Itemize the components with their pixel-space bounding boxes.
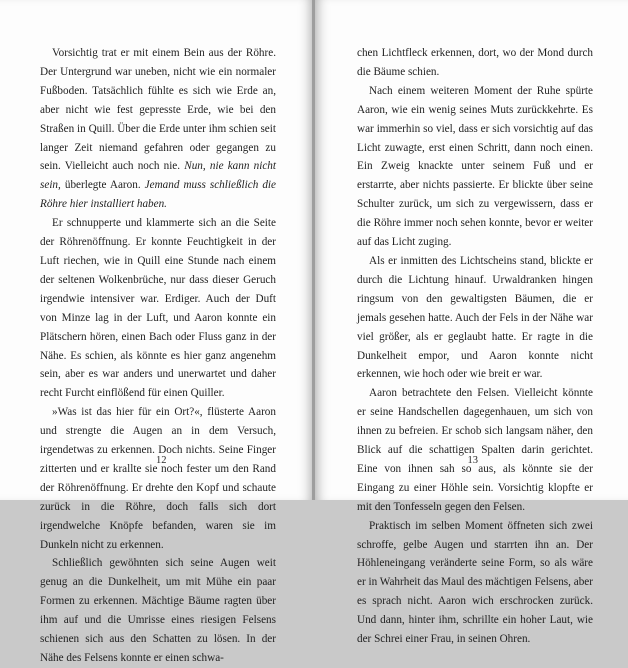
paragraph: Als er inmitten des Lichtscheins stand, blickte er durch die Lichtung hinauf. Urwaldranken hingen ringsum von den gewaltigsten Bäumen, die er jemals gesehen hatte. Auch der Fels in der Nähe war viel größer, als er geglaubt hatte. Er ragte in die Dunkelheit empor, und Aaron konnte nicht erkennen, wie hoch oder wie breit er war. <box>357 254 593 381</box>
left-page-text <box>40 44 276 668</box>
paragraph: Aaron betrachtete den Felsen. Vielleicht könnte er seine Handschellen dagegenhauen, um sich von ihnen zu befreien. Er schob sich langsam näher, den Blick auf die schattigen Spalten darin gerichtet. Eine von ihnen sah so aus, als könnte sie der Eingang zu einer Höhle sein. Vorsichtig klopfte er mit den Tonfesseln gegen den Felsen. <box>357 387 593 513</box>
paragraph <box>40 44 276 214</box>
italic-thought: Nun, nie kann nicht sein, <box>40 160 276 192</box>
right-page <box>315 0 628 646</box>
page-number: 13 <box>467 455 478 466</box>
text-run: überlegte Aaron. <box>60 179 145 192</box>
paragraph: chen Lichtfleck erkennen, dort, wo der Mond durch die Bäume schien. <box>357 47 593 78</box>
paragraph: Schließlich gewöhnten sich seine Augen weit genug an die Dunkelheit, um mit Mühe ein paar Formen zu erkennen. Mächtige Bäume ragten über ihm auf und die Umrisse eines riesigen Felsens schienen sich aus den Schatten zu lösen. In der Nähe des Felsens konnte er einen schwa- <box>40 557 276 664</box>
italic-thought: Jemand muss schließlich die Röhre hier installiert haben. <box>40 179 276 211</box>
text-run: Vorsichtig trat er mit einem Bein aus der Röhre. Der Untergrund war uneben, nicht wie ein normaler Fußboden. Tatsächlich fühlte es sich wie Erde an, aber nicht wie fest gepresste Erde, wie bei den Straßen in Quill. Über die Erde unter ihm schien seit langer Zeit niemand gefahren oder gegangen zu sein. Vielleicht auch noch nie. <box>40 47 276 173</box>
paragraph: »Was ist das hier für ein Ort?«, flüsterte Aaron und strengte die Augen an in dem Versuch, irgendetwas zu erkennen. Doch nichts. Seine Finger zitterten und er krallte sie noch fester um den Rand der Röhrenöffnung. Er drehte den Kopf und schaute zurück in die Röhre, doch falls sich dort irgendwelche Knöpfe befanden, waren sie im Dunkeln nicht zu erkennen. <box>40 406 276 551</box>
paragraph: Er schnupperte und klammerte sich an die Seite der Röhrenöffnung. Er konnte Feuchtigkeit in der Luft riechen, wie in Quill eine Stunde nach einem der seltenen Wolkenbrüche, nur dass dieser Geruch irgendwie intensiver war. Erdiger. Auch der Duft von Minze lag in der Luft, und Aaron konnte ein Plätschern hören, einen Bach oder Fluss ganz in der Nähe. Es schien, als könnte es hier ganz angenehm sein, aber es war anders und unerwartet und daher recht Furcht einflößend für einen Quiller. <box>40 217 276 400</box>
right-page-text <box>357 44 593 649</box>
paragraph: Nach einem weiteren Moment der Ruhe spürte Aaron, wie ein wenig seines Muts zurückkehrte. Es war immerhin so viel, dass er sich vorsichtig auf das Licht zuwagte, erst einen Schritt, dann noch einen. Ein Zweig knackte unter seinem Fuß und er erstarrte, aber nichts passierte. Er blickte über seine Schulter zurück, um sich zu vergewissern, dass er die Röhre immer noch sehen konnte, bevor er weiter auf das Licht zuging. <box>357 84 593 249</box>
paragraph: Praktisch im selben Moment öffneten sich zwei schroffe, gelbe Augen und starrten ihn an. Der Höhleneingang veränderte seine Form, so als wäre er in Wahrheit das Maul des mächtigen Felsens, aber es sprach nicht. Aaron wich erschrocken zurück. Und dann, hinter ihm, schrillte ein hoher Laut, wie der Schrei einer Frau, in seinen Ohren. <box>357 519 593 646</box>
left-page <box>0 0 313 664</box>
page-number: 12 <box>156 455 167 466</box>
